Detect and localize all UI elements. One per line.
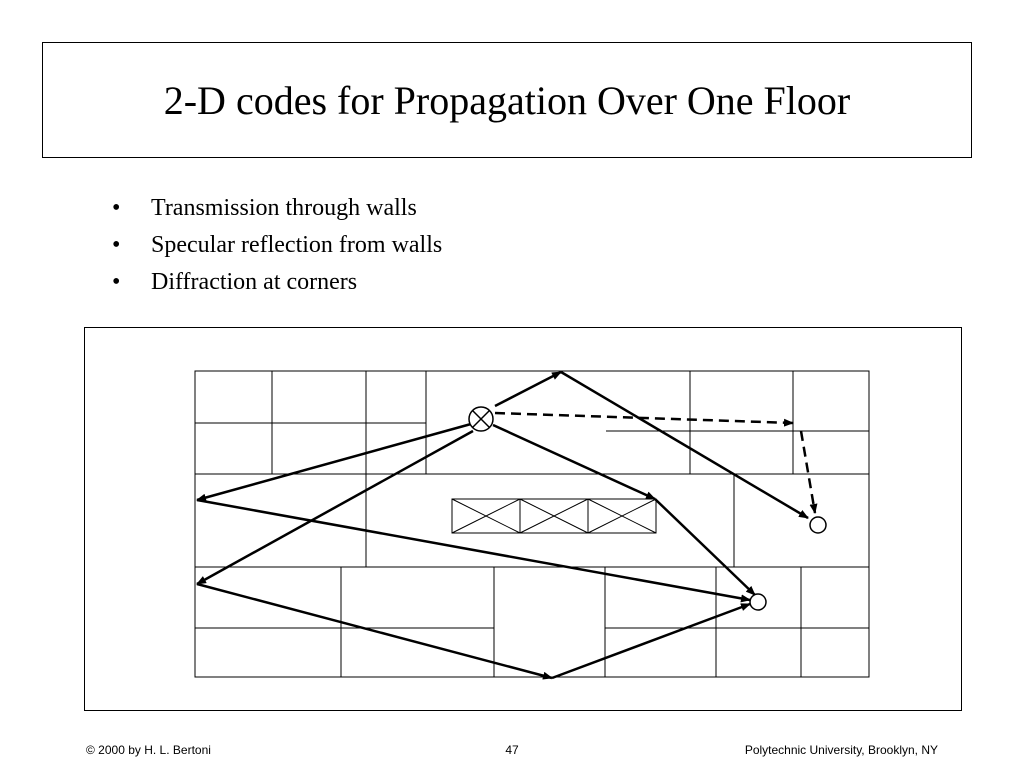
title-box	[42, 42, 972, 158]
floor-walls	[195, 371, 869, 677]
floor-plan-diagram	[85, 328, 963, 712]
floor-plan-figure	[84, 327, 962, 711]
ray-segment	[801, 431, 815, 513]
ray-segment	[197, 424, 471, 500]
slide-title: 2-D codes for Propagation Over One Floor	[163, 77, 851, 123]
bullet-text: Transmission through walls	[151, 195, 417, 221]
receiver-circle-icon	[810, 517, 826, 533]
ray-segment	[197, 500, 750, 600]
floor-outline	[195, 371, 869, 677]
ray-segment	[561, 372, 808, 518]
ray-segment	[552, 604, 750, 678]
receiver-circle-icon	[750, 594, 766, 610]
bullet-item	[112, 264, 442, 301]
footer-copyright: © 2000 by H. L. Bertoni	[86, 743, 211, 757]
footer-page-number: 47	[505, 743, 519, 757]
bullet-text: Diffraction at corners	[151, 269, 358, 295]
ray-segment	[493, 425, 655, 499]
bullet-dot-icon: •	[112, 232, 121, 258]
ray-segment	[655, 499, 755, 595]
bullet-dot-icon: •	[112, 195, 121, 221]
transmitter-crossed-circle-icon	[469, 407, 493, 431]
ray-segment	[197, 584, 552, 678]
bullet-text: Specular reflection from walls	[151, 232, 443, 258]
bullet-dot-icon: •	[112, 269, 121, 295]
ray-segment	[495, 372, 561, 406]
bullet-item	[112, 227, 442, 264]
crossed-boxes	[452, 499, 656, 533]
bullet-item	[112, 190, 442, 227]
footer-institution: Polytechnic University, Brooklyn, NY	[744, 743, 938, 757]
bullet-list	[112, 190, 442, 301]
